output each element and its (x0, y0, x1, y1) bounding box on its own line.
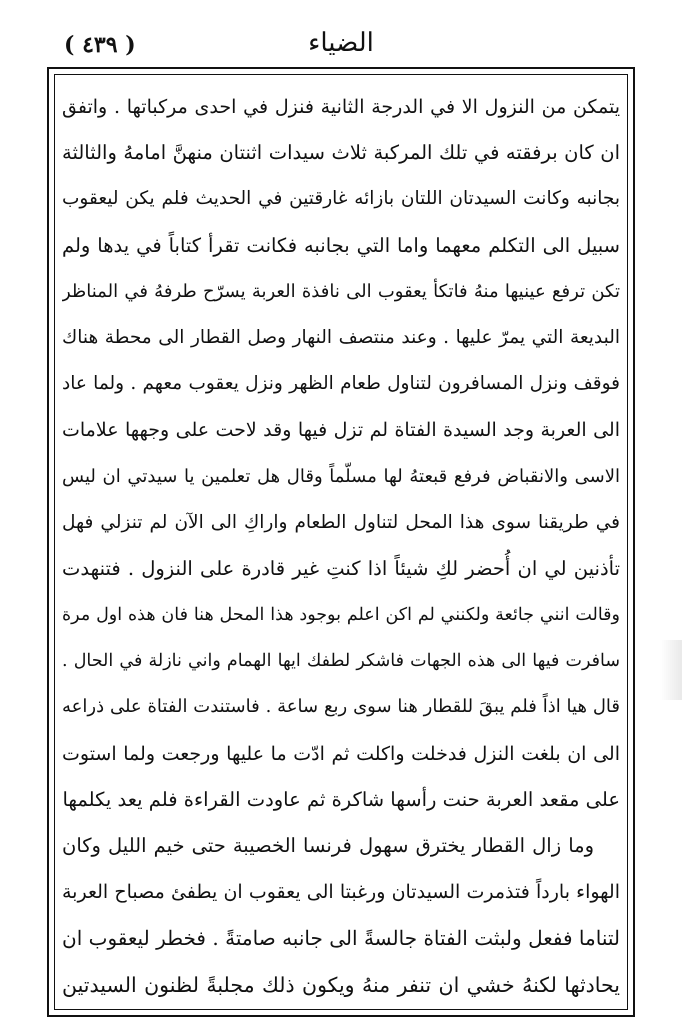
scan-page-edge (660, 640, 682, 700)
text-line: البديعة التي يمرّ عليها . وعند منتصف النهار وصل القطار الى محطة هناك (62, 326, 620, 348)
text-line: سبيل الى التكلم معهما واما التي بجانبه فكانت تقرأ كتاباً في يدها ولم (62, 233, 620, 257)
text-line: وقالت انني جائعة ولكنني لم اكن اعلم بوجود هذا المحل هنا فان هذه اول مرة (62, 605, 620, 626)
page-number: ( ٤٣٩ ) (64, 32, 136, 58)
text-line: يتمكن من النزول الا في الدرجة الثانية فنزل في احدى مركباتها . واتفق (62, 96, 620, 118)
text-body (62, 84, 620, 1008)
text-line: لتناما ففعل ولبثت الفتاة جالسةً الى جانبه صامتةً . فخطر ليعقوب ان (62, 926, 620, 951)
text-line: الى العربة وجد السيدة الفتاة لم تزل فيها وقد لاحت على وجهها علامات (62, 419, 620, 442)
text-line: تأذنين لي ان أُحضر لكِ شيئاً اذا كنتِ غير قادرة على النزول . فتنهدت (62, 556, 620, 580)
text-line: قال هيا اذاً فلم يبقَ للقطار هنا سوى ربع ساعة . فاستندت الفتاة على ذراعه (62, 696, 620, 718)
text-line: يحادثها لكنهُ خشي ان تنفر منهُ ويكون ذلك مجلبةً لظنون السيدتين (62, 972, 620, 997)
text-line: الاسى والانقباض فرفع قبعتهُ لها مسلّماً وقال هل تعلمين يا سيدتي ان ليس (62, 465, 620, 487)
text-line: الى ان بلغت النزل فدخلت واكلت ثم ادّت ما عليها ورجعت ولما استوت (62, 742, 620, 765)
paragraph-end-line: على مقعد العربة حنت رأسها شاكرة ثم عاودت القراءة فلم يعد يكلمها (62, 787, 620, 811)
text-line: في طريقنا سوى هذا المحل لتناول الطعام واراكِ الى الآن لم تنزلي فهل (62, 511, 620, 533)
text-line: سافرت فيها الى هذه الجهات فاشكر لطفك ايها الهمام واني نازلة في الحال . (62, 651, 620, 672)
page-header (0, 28, 682, 68)
text-line: بجانبه وكانت السيدتان اللتان بازائه غارقتين في الحديث فلم يكن ليعقوب (62, 188, 620, 210)
text-line: فوقف ونزل المسافرون لتناول طعام الظهر ونزل يعقوب معهم . ولما عاد (62, 373, 620, 395)
text-line: ان كان برفقته في تلك المركبة ثلاث سيدات اثنتان منهنَّ امامهُ والثالثة (62, 141, 620, 165)
text-line: تكن ترفع عينيها منهُ فاتكأ يعقوب الى نافذة العربة يسرّح طرفهُ في المناظر (62, 280, 620, 302)
text-line: الهواء بارداً فتذمرت السيدتان ورغبتا الى يعقوب ان يطفئ مصباح العربة (62, 881, 620, 904)
running-title: الضياء (308, 28, 374, 58)
paragraph-start-line: وما زال القطار يخترق سهول فرنسا الخصيبة حتى خيم الليل وكان (62, 834, 594, 857)
